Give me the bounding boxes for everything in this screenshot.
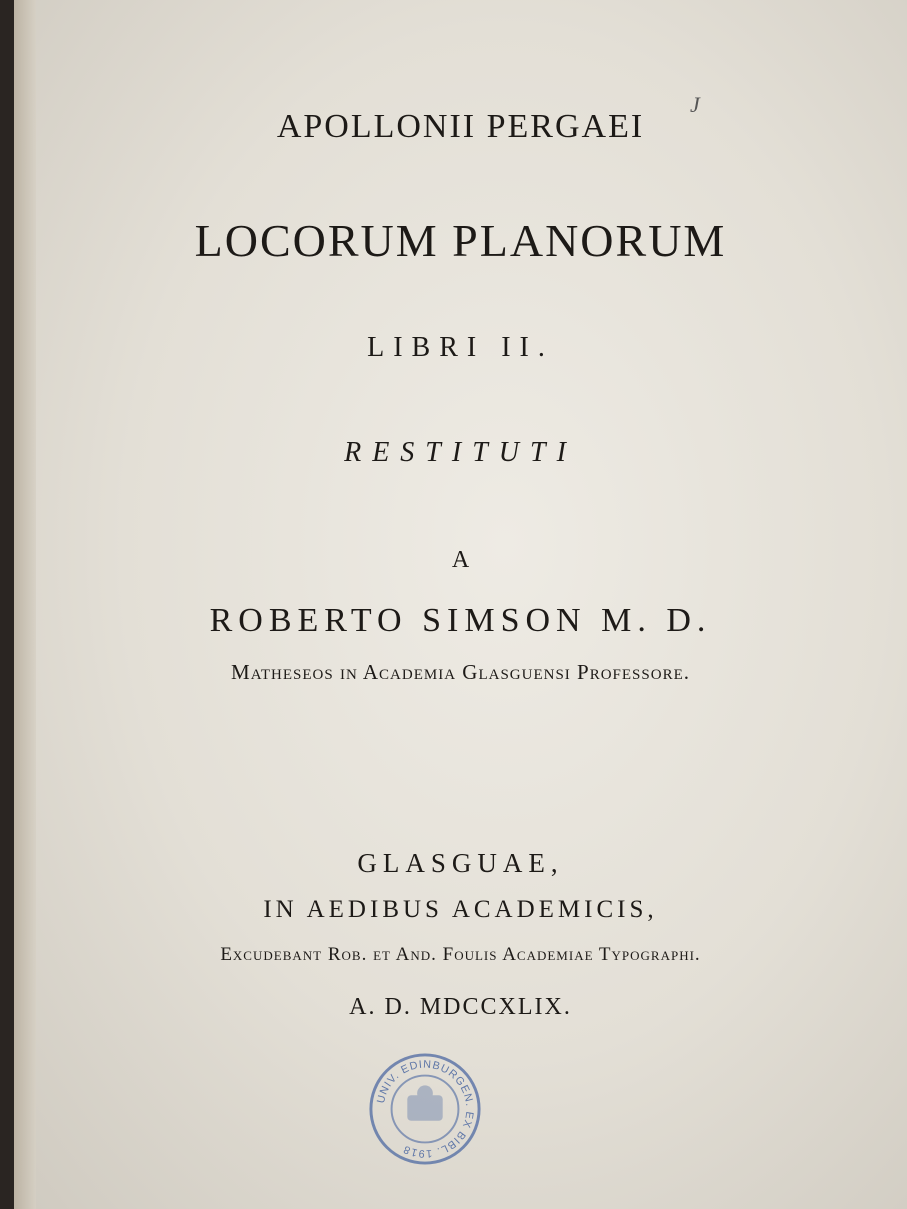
editor-role: Matheseos in Academia Glasguensi Professore.: [231, 660, 690, 684]
title-page: [14, 0, 907, 1209]
book-title: LOCORUM PLANORUM: [194, 215, 727, 266]
imprint-press: IN AEDIBUS ACADEMICIS,: [263, 896, 658, 923]
preposition-a: A: [451, 547, 470, 573]
imprint-printers: Excudebant Rob. et And. Foulis Academiae Typographi.: [220, 944, 701, 965]
imprint-year: A. D. MDCCXLIX.: [349, 994, 572, 1020]
library-stamp-icon: [366, 1050, 484, 1168]
imprint-place: GLASGUAE,: [357, 848, 564, 878]
svg-text:UNIV. EDINBURGEN. EX BIBL. 191: UNIV. EDINBURGEN. EX BIBL. 1918: [375, 1058, 476, 1160]
editor-name: ROBERTO SIMSON M. D.: [209, 602, 712, 639]
restituti-line: RESTITUTI: [344, 437, 577, 468]
books-count: LIBRI II.: [367, 332, 554, 363]
author-heading: APOLLONII PERGAEI: [276, 108, 645, 145]
pencil-mark: J: [690, 92, 700, 117]
show-through-bleed: [14, 260, 907, 320]
